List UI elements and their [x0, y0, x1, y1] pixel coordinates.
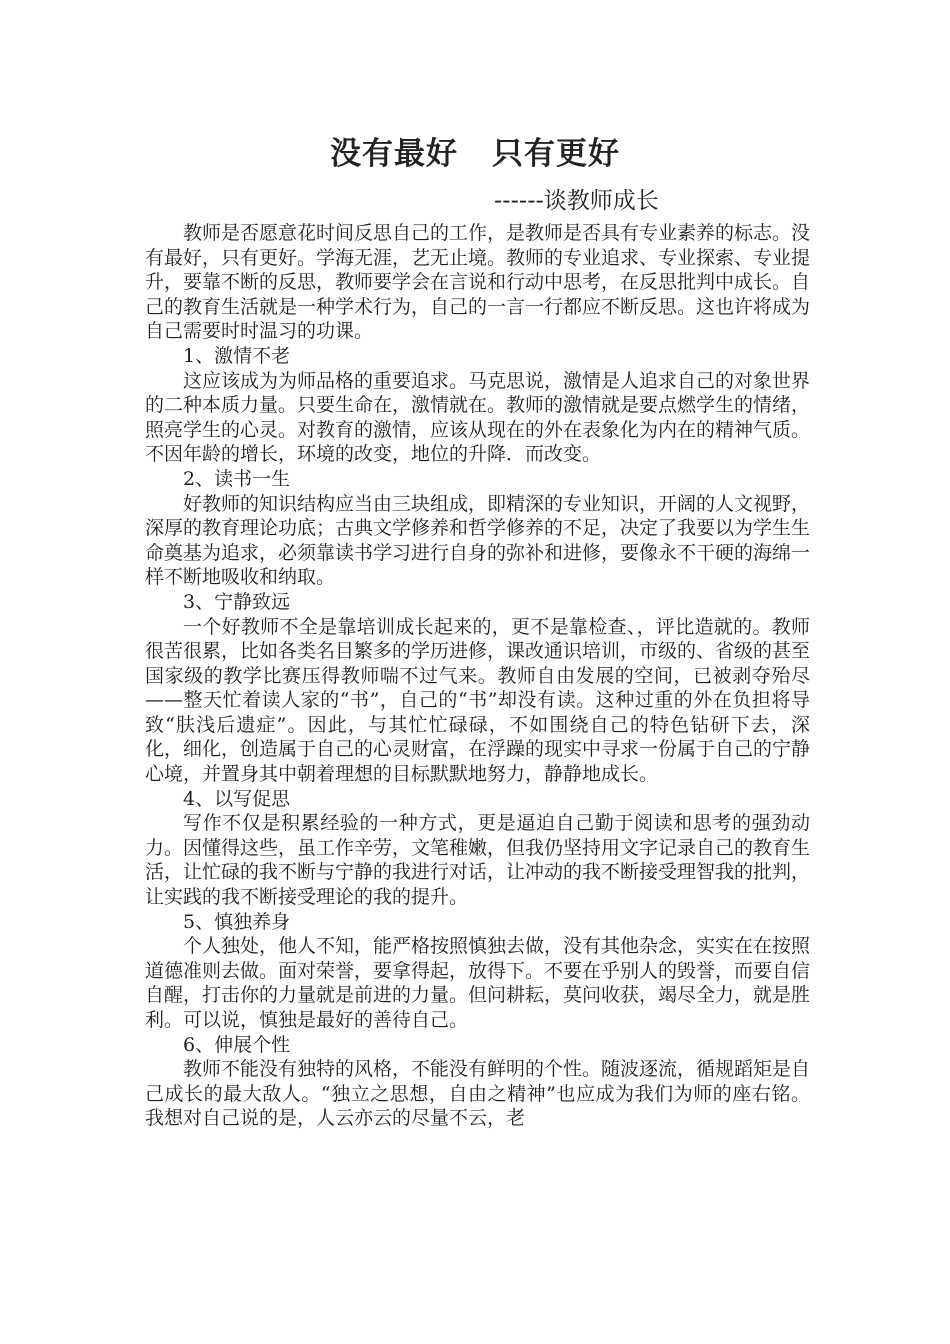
section-5-paragraph: 个人独处，他人不知，能严格按照慎独去做，没有其他杂念，实实在在按照道德准则去做。面对荣誉，要拿得起，放得下。不要在乎别人的毁誉，而要自信自醒，打击你的力量就是前进的力量。但问耕耘，莫问收获，竭尽全力，就是胜利。可以说，慎独是最好的善待自己。 [145, 935, 811, 1031]
section-6-heading: 6、伸展个性 [183, 1033, 291, 1056]
section-1-paragraph: 这应该成为为师品格的重要追求。马克思说，激情是人追求自己的对象世界的二种本质力量。只要生命在，激情就在。教师的激情就是要点燃学生的情绪，照亮学生的心灵。对教育的激情，应该从现在的外在表象化为内在的精神气质。不因年龄的增长，环境的改变，地位的升降．而改变。 [145, 369, 811, 466]
document-title [0, 128, 950, 173]
section-4-paragraph: 写作不仅是积累经验的一种方式，更是逼迫自己勤于阅读和思考的强劲动力。因懂得这些，虽工作辛劳，文笔稚嫩，但我仍坚持用文字记录自己的教育生活，让忙碌的我不断与宁静的我进行对话，让冲动的我不断接受理智我的批判，让实践的我不断接受理论的我的提升。 [145, 812, 811, 909]
section-2-paragraph: 好教师的知识结构应当由三块组成，即精深的专业知识，开阔的人文视野，深厚的教育理论功底；古典文学修养和哲学修养的不足，决定了我要以为学生生命奠基为追求，必须靠读书学习进行自身的弥补和进修，要像永不干硬的海绵一样不断地吸收和纳取。 [145, 492, 811, 589]
section-3-heading: 3、宁静致远 [183, 590, 291, 613]
intro-paragraph: 教师是否愿意花时间反思自己的工作，是教师是否具有专业素养的标志。没有最好，只有更好。学海无涯，艺无止境。教师的专业追求、专业探索、专业提升，要靠不断的反思，教师要学会在言说和行动中思考，在反思批判中成长。自己的教育生活就是一种学术行为，自己的一言一行都应不断反思。这也许将成为自己需要时时温习的功课。 [145, 222, 811, 343]
section-3-paragraph: 一个好教师不全是靠培训成长起来的，更不是靠检查、，评比造就的。教师很苦很累，比如各类名目繁多的学历进修，课改通识培训，市级的、省级的甚至国家级的教学比赛压得教师喘不过气来。教师自由发展的空间，已被剥夺殆尽——整天忙着读人家的“书”，自己的“书”却没有读。这种过重的外在负担将导致“肤浅后遗症”。因此，与其忙忙碌碌，不如围绕自己的特色钻研下去，深化，细化，创造属于自己的心灵财富，在浮躁的现实中寻求一份属于自己的宁静心境，并置身其中朝着理想的目标默默地努力，静静地成长。 [145, 615, 811, 786]
document-body [145, 221, 810, 1131]
title-part-1: 没有最好 [330, 136, 458, 172]
section-4-heading: 4、以写促思 [183, 787, 291, 810]
section-6-paragraph: 教师不能没有独特的风格，不能没有鲜明的个性。随波逐流，循规蹈矩是自己成长的最大敌人。“独立之思想，自由之精神”也应成为我们为师的座右铭。我想对自己说的是，人云亦云的尽量不云，老 [145, 1058, 811, 1130]
section-1-heading: 1、激情不老 [183, 344, 291, 367]
title-part-2: 只有更好 [492, 136, 620, 172]
section-2-heading: 2、读书一生 [183, 467, 291, 490]
section-5-heading: 5、慎独养身 [183, 910, 291, 933]
document-subtitle: ------谈教师成长 [494, 188, 659, 214]
